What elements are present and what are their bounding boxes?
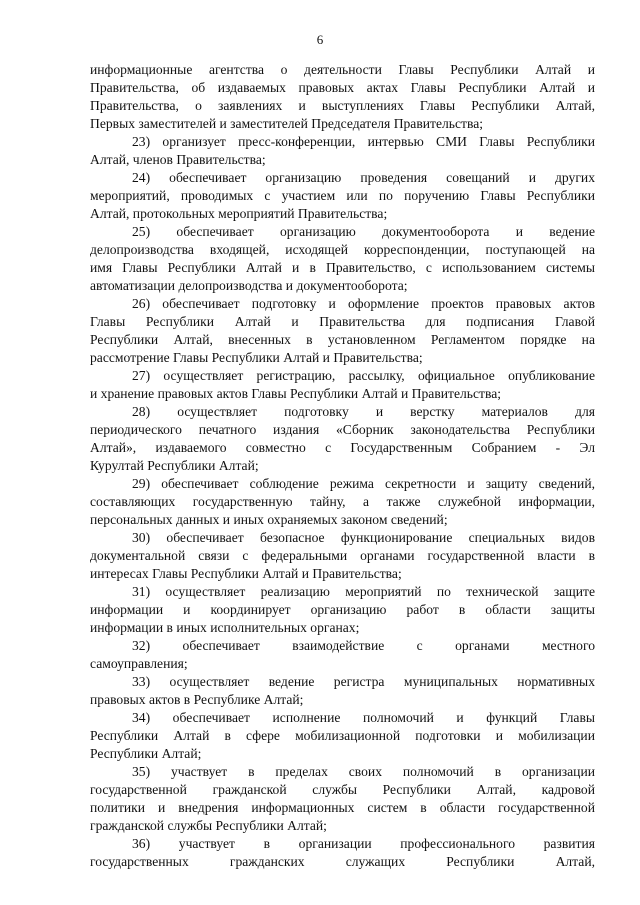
text-line: 28) осуществляет подготовку и верстку материалов для (132, 404, 595, 419)
text-line: 31) осуществляет реализацию мероприятий по технической защите (132, 584, 595, 599)
text-line: Алтай», издаваемого совместно с Государственным Собранием - Эл (90, 440, 595, 455)
text-line: персональных данных и иных охраняемых законом сведений; (90, 512, 448, 527)
text-line: Республики Алтай; (90, 746, 202, 761)
page-number: 6 (316, 32, 324, 47)
text-line: государственной гражданской службы Республики Алтай, кадровой (90, 782, 595, 797)
text-line: составляющих государственную тайну, а также служебной информации, (90, 494, 595, 509)
text-line: информации и координирует организацию работ в области защиты (90, 602, 595, 617)
text-line: самоуправления; (90, 656, 188, 671)
text-line: рассмотрение Главы Республики Алтай и Правительства; (90, 350, 423, 365)
text-line: мероприятий, проводимых с участием или по поручению Главы Республики (90, 188, 595, 203)
text-line: 32) обеспечивает взаимодействие с органами местного (132, 638, 595, 653)
document-body (90, 61, 595, 871)
text-line: Курултай Республики Алтай; (90, 458, 259, 473)
text-line: интересах Главы Республики Алтай и Правительства; (90, 566, 402, 581)
text-line: Главы Республики Алтай и Правительства для подписания Главой (90, 314, 595, 329)
text-line: 25) обеспечивает организацию документооборота и ведение (132, 224, 595, 239)
text-line: 29) обеспечивает соблюдение режима секретности и защиту сведений, (132, 476, 595, 491)
text-line: Алтай, членов Правительства; (90, 152, 266, 167)
text-line: Правительства, об издаваемых правовых актах Главы Республики Алтай и (90, 80, 595, 95)
text-line: Республики Алтай, внесенных в установленном Регламентом порядке на (90, 332, 595, 347)
text-line: 27) осуществляет регистрацию, рассылку, официальное опубликование (132, 368, 595, 383)
text-line: 34) обеспечивает исполнение полномочий и функций Главы (132, 710, 595, 725)
text-line: и хранение правовых актов Главы Республики Алтай и Правительства; (90, 386, 502, 401)
text-line: документальной связи с федеральными органами государственной власти в (90, 548, 595, 563)
text-line: правовых актов в Республике Алтай; (90, 692, 304, 707)
text-line: политики и внедрения информационных систем в области государственной (90, 800, 595, 815)
text-line: 35) участвует в пределах своих полномочий в организации (132, 764, 595, 779)
text-line: Республики Алтай в сфере мобилизационной подготовки и мобилизации (90, 728, 595, 743)
text-line: информационные агентства о деятельности Главы Республики Алтай и (90, 62, 595, 77)
text-line: Правительства, о заявлениях и выступлениях Главы Республики Алтай, (90, 98, 595, 113)
text-line: Алтай, протокольных мероприятий Правительства; (90, 206, 388, 221)
text-line: автоматизации делопроизводства и документооборота; (90, 278, 408, 293)
text-line: 30) обеспечивает безопасное функционирование специальных видов (132, 530, 595, 545)
text-line: гражданской службы Республики Алтай; (90, 818, 327, 833)
text-line: информации в иных исполнительных органах; (90, 620, 360, 635)
text-line: 23) организует пресс-конференции, интервью СМИ Главы Республики (132, 134, 595, 149)
text-line: делопроизводства входящей, исходящей корреспонденции, поступающей на (90, 242, 595, 257)
text-line: имя Главы Республики Алтай и в Правительство, с использованием системы (90, 260, 595, 275)
text-line: 26) обеспечивает подготовку и оформление проектов правовых актов (132, 296, 595, 311)
text-line: 24) обеспечивает организацию проведения совещаний и других (132, 170, 595, 185)
text-line: периодического печатного издания «Сборник законодательства Республики (90, 422, 595, 437)
text-line: Первых заместителей и заместителей Председателя Правительства; (90, 116, 484, 131)
text-line: государственных гражданских служащих Республики Алтай, (90, 854, 595, 869)
text-line: 36) участвует в организации профессионального развития (132, 836, 595, 851)
text-line: 33) осуществляет ведение регистра муниципальных нормативных (132, 674, 595, 689)
